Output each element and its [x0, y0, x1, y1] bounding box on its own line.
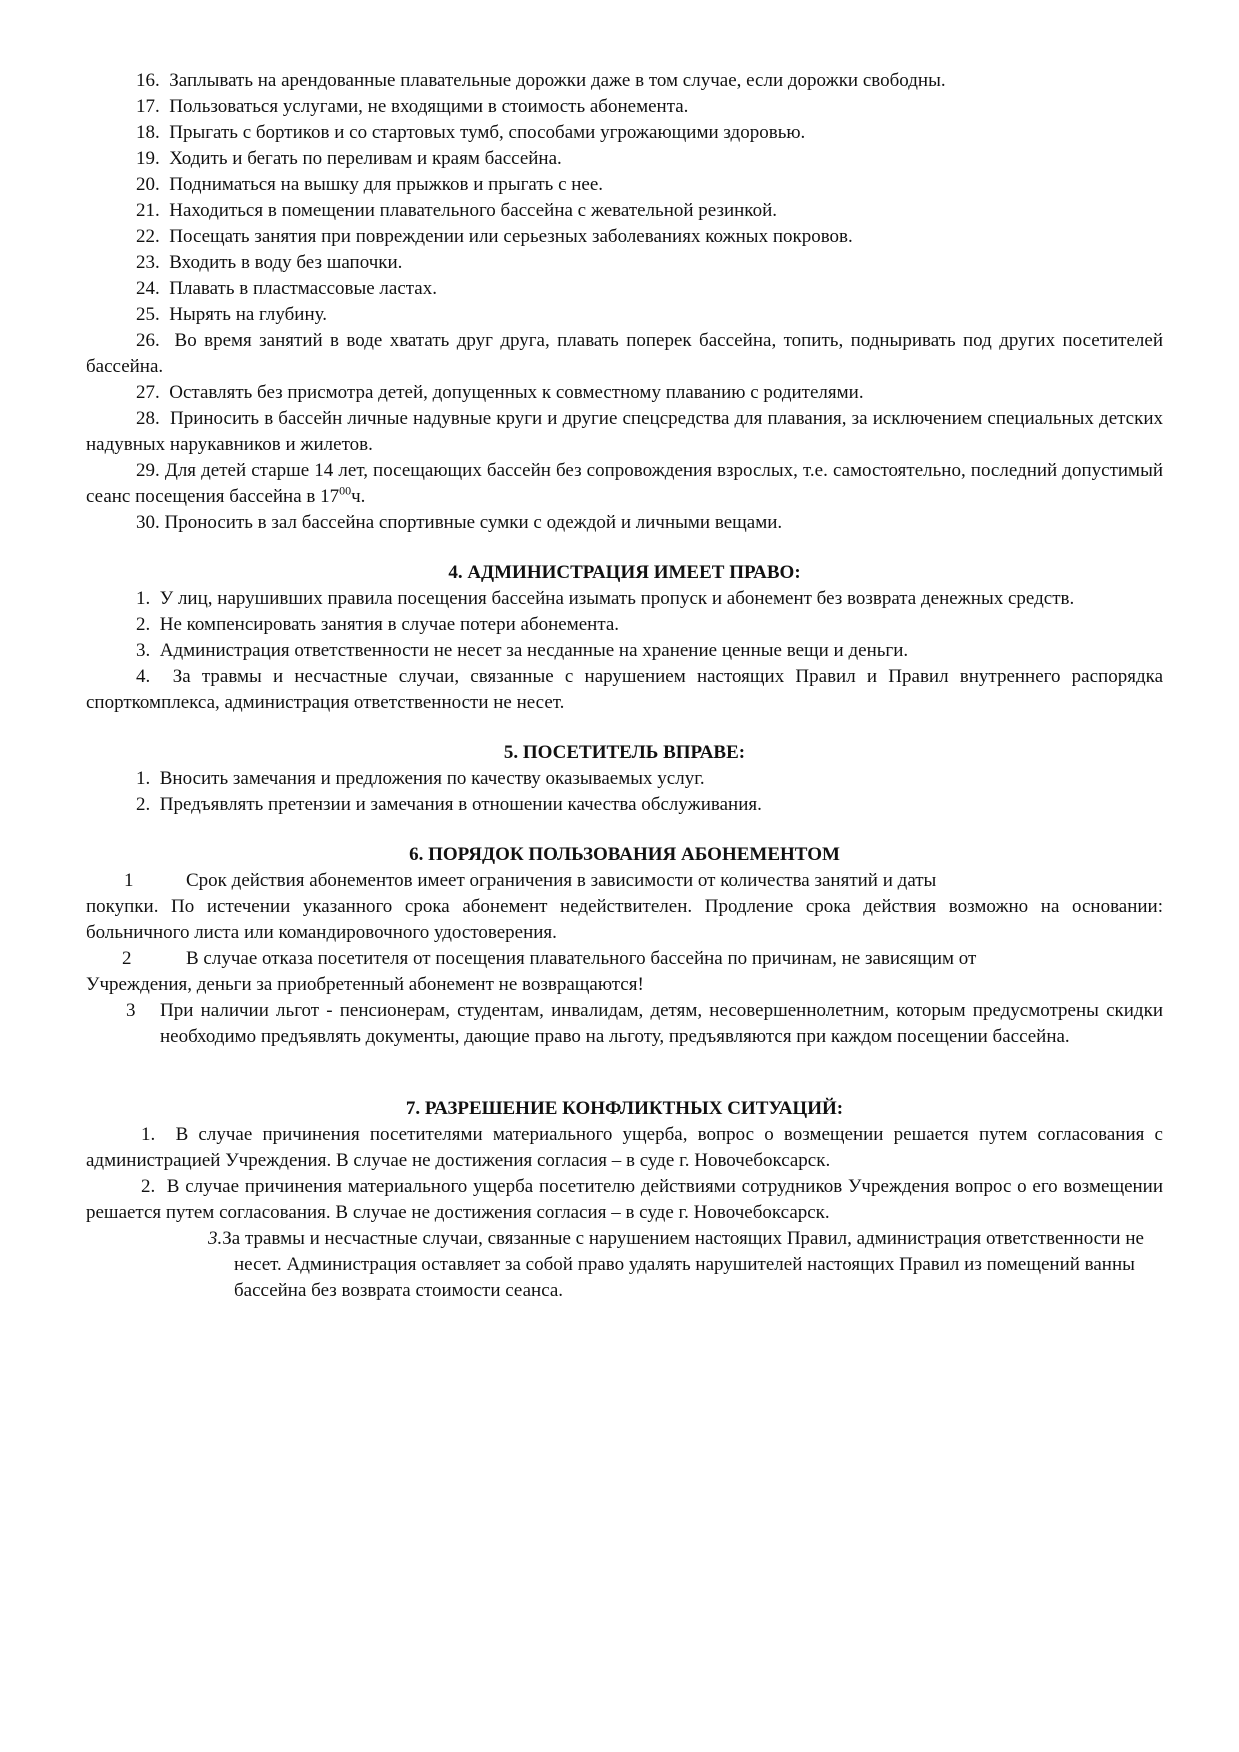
list-item: 21. Находиться в помещении плавательного бассейна с жевательной резинкой. — [136, 200, 777, 221]
list-item: 3. Администрация ответственности не несет за несданные на хранение ценные вещи и деньги. — [136, 640, 909, 661]
section-4-title: 4. АДМИНИСТРАЦИЯ ИМЕЕТ ПРАВО: — [448, 562, 801, 583]
list-item: 20. Подниматься на вышку для прыжков и прыгать с нее. — [136, 174, 604, 195]
list-item: 1. У лиц, нарушивших правила посещения бассейна изымать пропуск и абонемент без возврата денежных средств. — [136, 588, 1075, 609]
list-item: 2 В случае отказа посетителя от посещения плавательного бассейна по причинам, не зависящим от — [122, 948, 977, 969]
list-item: 2. В случае причинения материального ущерба посетителю действиями сотрудников Учреждения вопрос о его возмещении решается путем согласования. В случае не достижения согласия – в суде г. Новочебоксарск. — [86, 1176, 1164, 1223]
section-6-title: 6. ПОРЯДОК ПОЛЬЗОВАНИЯ АБОНЕМЕНТОМ — [409, 844, 840, 865]
list-item-29: 29. Для детей старше 14 лет, посещающих бассейн без сопровождения взрослых, т.е. самостоятельно, последний допустимый сеанс посещения бассейна в $17^{00}ч$. — [86, 460, 1163, 507]
section-4-list — [86, 586, 1163, 716]
prohibitions-list — [86, 68, 1163, 458]
list-item: 2. Не компенсировать занятия в случае потери абонемента. — [136, 614, 620, 635]
list-item: 28. Приносить в бассейн личные надувные круги и другие спецсредства для плавания, за исключением специальных детских надувных нарукавников и жилетов. — [86, 408, 1164, 455]
list-item: 3.За травмы и несчастные случаи, связанные с нарушением настоящих Правил, администрация ответственности не несет. Администрация оставляет за собой право удалять нарушителей настоящих Правил из помещений ванны бассейна без возврата стоимости сеанса. — [208, 1228, 1144, 1301]
section-7-list — [86, 1122, 1163, 1304]
list-item: 2. Предъявлять претензии и замечания в отношении качества обслуживания. — [136, 794, 762, 815]
list-item: 19. Ходить и бегать по переливам и краям бассейна. — [136, 148, 562, 169]
list-item: 18. Прыгать с бортиков и со стартовых тумб, способами угрожающими здоровью. — [136, 122, 806, 143]
list-item: 27. Оставлять без присмотра детей, допущенных к совместному плаванию с родителями. — [136, 382, 864, 403]
list-item: 16. Заплывать на арендованные плавательные дорожки даже в том случае, если дорожки свободны. — [136, 70, 946, 91]
section-6-list — [86, 868, 1163, 1050]
list-item: 22. Посещать занятия при повреждении или серьезных заболеваниях кожных покровов. — [136, 226, 853, 247]
list-item: 4. За травмы и несчастные случаи, связанные с нарушением настоящих Правил и Правил внутреннего распорядка спорткомплекса, администрация ответственности не несет. — [86, 666, 1163, 713]
section-5-list — [86, 766, 1163, 818]
list-item: 17. Пользоваться услугами, не входящими в стоимость абонемента. — [136, 96, 689, 117]
section-5-title: 5. ПОСЕТИТЕЛЬ ВПРАВЕ: — [503, 742, 746, 763]
list-item-continuation: покупки. По истечении указанного срока абонемент недействителен. Продление срока действия возможно на основании: больничного листа или командировочного удостоверения. — [86, 896, 1163, 943]
list-item: 26. Во время занятий в воде хватать друг друга, плавать поперек бассейна, топить, подныривать под других посетителей бассейна. — [86, 330, 1163, 377]
list-item: 1. В случае причинения посетителями материального ущерба, вопрос о возмещении решается путем согласования с администрацией Учреждения. В случае не достижения согласия – в суде г. Новочебоксарск. — [86, 1124, 1163, 1171]
list-item: 25. Нырять на глубину. — [136, 304, 327, 325]
list-item: 23. Входить в воду без шапочки. — [136, 252, 403, 273]
list-item: 3 При наличии льгот - пенсионерам, студентам, инвалидам, детям, несовершеннолетним, которым предусмотрены скидки необходимо предъявлять документы, дающие право на льготу, предъявляются при каждом посещении бассейна. — [126, 1000, 1163, 1047]
list-item: 24. Плавать в пластмассовые ластах. — [136, 278, 437, 299]
list-item: 1 Срок действия абонементов имеет ограничения в зависимости от количества занятий и даты — [124, 870, 937, 891]
list-item-30: 30. Проносить в зал бассейна спортивные сумки с одеждой и личными вещами. — [136, 512, 783, 533]
section-7-title: 7. РАЗРЕШЕНИЕ КОНФЛИКТНЫХ СИТУАЦИЙ: — [405, 1098, 844, 1119]
list-item: 1. Вносить замечания и предложения по качеству оказываемых услуг. — [136, 768, 705, 789]
list-item-continuation: Учреждения, деньги за приобретенный абонемент не возвращаются! — [86, 974, 644, 995]
